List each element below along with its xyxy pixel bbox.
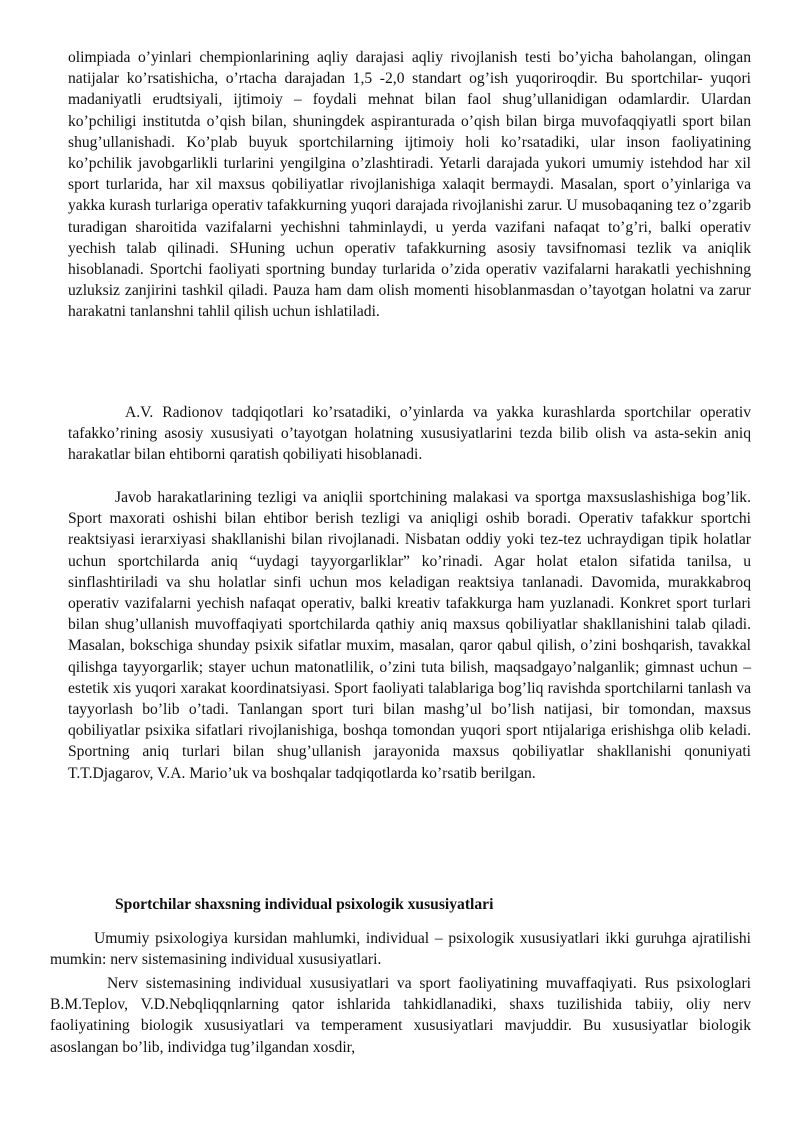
paragraph-3: Javob harakatlarining tezligi va aniqlii sportchining malakasi va sportga maxsuslashishiga bog’lik. Sport maxorati oshishi bilan ehtibor berish tezligi va aniqligi oshib boradi. Operativ tafakkur sportchi reaktsiyasi ierarxiyasi shakllanishi bilan rivojlanadi. Nisbatan oddiy yoki tez-tez uchraydigan tipik holatlar uchun sportchilarda aniq “uydagi tayyorgarliklar” ko’rinadi. Agar holat etalon sifatida tanilsa, u sinflashtiriladi va shu holatlar sinfi uchun mos keladigan reaktsiya tanlanadi. Davomida, murakkabroq operativ vazifalarni yechish nafaqat operativ, balki kreativ tafakkurga ham yuzlanadi. Konkret sport turlari bilan shug’ullanish muvoffaqiyati sportchilarda qathiy aniq maxsus qobiliyatlar shakllanishini talab qiladi. Masalan, bokschiga shunday psixik sifatlar muxim, masalan, qaror qabul qilish, o’zini boshqarish, tavakkal qilishga tayyorgarlik; stayer uchun matonatlilik, o’zini tuta bilish, maqsadgayo’nalganlik; gimnast uchun – estetik xis yuqori xarakat koordinatsiyasi. Sport faoliyati talablariga bog’liq ravishda sportchilarni tanlash va tayyorlash bo’lib o’tadi. Tanlangan sport turi bilan mashg’ul bo’lish natijasi, bir tomondan, maxsus qobiliyatlar psixika sifatlari rivojlanishiga, boshqa tomondan yuqori sport ntijalariga erishishga olib keladi. Sportning aniq turlari bilan shug’ullanish jarayonida maxsus qobiliyatlar shakllanishi qonuniyati T.T.Djagarov, V.A. Mario’uk va boshqalar tadqiqotlarda ko’rsatib berilgan.: [68, 489, 751, 782]
paragraph-5: Nerv sistemasining individual xususiyatlari va sport faoliyatining muvaffaqiyati. Rus psixologlari B.M.Teplov, V.D.Nebqliqqnlarning qator ishlarida tahkidlanadiki, shaxs tuzilishida tabiiy, oliy nerv faoliyatining biologik xususiyatlari va temperament xususiyatlari mavjuddir. Bu xususiyatlar biologik asoslangan bo’lib, individga tug’ilgandan xosdir,: [50, 975, 751, 1056]
paragraph-4: Umumiy psixologiya kursidan mahlumki, individual – psixologik xususiyatlari ikki guruhga ajratilishi mumkin: nerv sistemasining individual xususiyatlari.: [50, 930, 751, 969]
section-heading: Sportchilar shaxsning individual psixologik xususiyatlari: [115, 896, 494, 913]
paragraph-2: A.V. Radionov tadqiqotlari ko’rsatadiki, o’yinlarda va yakka kurashlarda sportchilar operativ tafakko’rining asosiy xususiyati o’tayotgan holatning xususiyatlarini tezda bilib olish va asta-sekin aniq harakatlar bilan ehtiborni qaratish qobiliyati hisoblanadi.: [68, 404, 751, 464]
paragraph-1: olimpiada o’yinlari chempionlarining aqliy darajasi aqliy rivojlanish testi bo’yicha baholangan, olingan natijalar ko’rsatishicha, o’rtacha darajadan 1,5 -2,0 standart og’ish yuqoriroqdir. Bu sportchilar- yuqori madaniyatli erudtsiyali, ijtimoiy – foydali mehnat bilan faol shug’ullanidigan odamlardir. Ulardan ko’pchiligi institutda o’qish bilan, shuningdek aspiranturada o’qish bilan birga muvofaqqiyatli sport bilan shug’ullanishadi. Ko’plab buyuk sportchilarning ijtimoiy holi ko’rsatadiki, ular inson faoliyatining ko’pchilik javobgarlikli turlarini yengilgina o’zlashtiradi. Yetarli darajada yukori umumiy istehdod har xil sport turlarida, har xil maxsus qobiliyatlar rivojlanishiga xalaqit bermaydi. Masalan, sport o’yinlariga va yakka kurash turlariga operativ tafakkurning yuqori darajada rivojlanishi zarur. U musobaqaning tez o’zgarib turadigan sharoitida vazifalarni yechishni tahminlaydi, u yerda vazifani nafaqat to’g’ri, balki operativ yechish talab qilinadi. SHuning uchun operativ tafakkurning asosiy tavsifnomasi tezlik va aniqlik hisoblanadi. Sportchi faoliyati sportning bunday turlarida o’zida operativ vazifalarni harakatli yechishning uzluksiz zanjirini tashkil qiladi. Pauza ham dam olish momenti hisoblanmasdan o’tayotgan holatni va zarur harakatni tanlanshni tahlil qilish uchun ishlatiladi.: [68, 49, 751, 321]
